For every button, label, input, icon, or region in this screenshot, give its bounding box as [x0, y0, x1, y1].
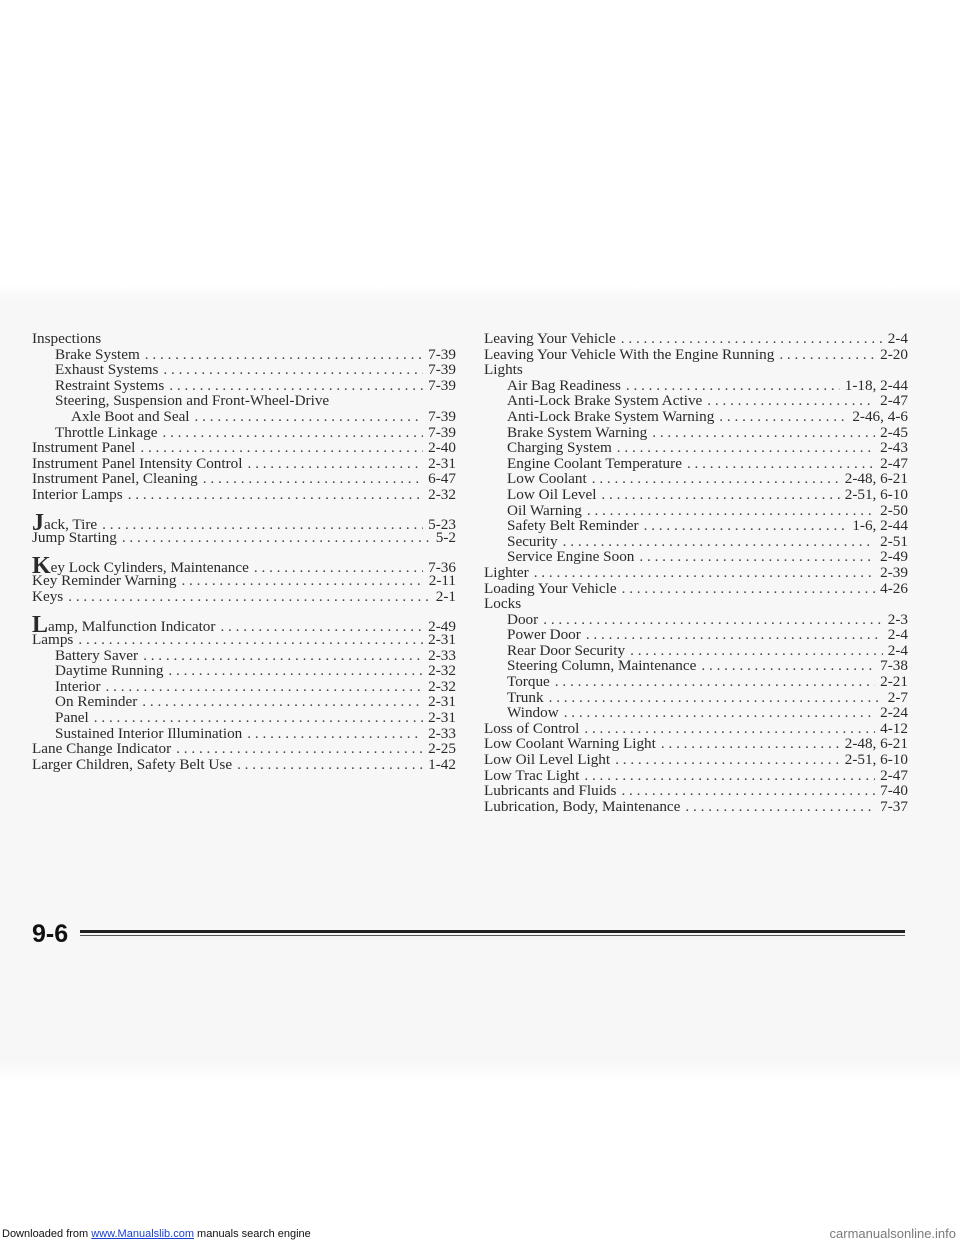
- entry-label: [55, 679, 101, 695]
- entry-label: [507, 425, 647, 441]
- dot-leader: [707, 393, 875, 409]
- footer-rule-thin: [80, 935, 905, 936]
- download-prefix: Downloaded from: [2, 1228, 92, 1240]
- entry-label: [484, 331, 616, 347]
- index-entry: [32, 589, 456, 605]
- entry-label-text: Oil Warning: [507, 501, 582, 519]
- dot-leader: [247, 726, 423, 742]
- entry-label: [32, 456, 243, 472]
- entry-page-ref: 2-47: [880, 766, 908, 784]
- dot-leader: [163, 362, 423, 378]
- index-entry: [32, 573, 456, 589]
- index-entry: [484, 565, 908, 581]
- entry-label-text: Lubricants and Fluids: [484, 782, 617, 800]
- entry-page-ref: 7-39: [428, 361, 456, 379]
- entry-label: [507, 503, 582, 519]
- entry-page-ref: 2-3: [887, 610, 908, 628]
- entry-page-ref: 2-49: [880, 548, 908, 566]
- entry-page-ref: 2-4: [887, 330, 908, 347]
- index-entry: [484, 736, 908, 752]
- index-entry: [32, 425, 456, 441]
- entry-label: [507, 440, 612, 456]
- entry-label-text: Keys: [32, 587, 64, 605]
- entry-label-text: Lighter: [484, 563, 529, 581]
- entry-label: [507, 690, 544, 706]
- entry-page-ref: 7-39: [428, 423, 456, 441]
- entry-label: [55, 347, 140, 363]
- dot-leader: [617, 440, 875, 456]
- entry-label-text: Loading Your Vehicle: [484, 579, 617, 597]
- entry-page-ref: 2-31: [428, 709, 456, 727]
- entry-label: [507, 409, 714, 425]
- dot-leader: [162, 425, 423, 441]
- index-entry: [484, 549, 908, 565]
- index-entry: [32, 694, 456, 710]
- entry-page-ref: 2-24: [880, 704, 908, 722]
- entry-label: [55, 362, 158, 378]
- dot-leader: [181, 573, 423, 589]
- entry-label: [507, 471, 587, 487]
- entry-label-text: Steering, Suspension and Front-Wheel-Drive: [55, 392, 330, 410]
- index-entry: [484, 690, 908, 706]
- entry-page-ref: 1-6, 2-44: [852, 517, 908, 535]
- entry-label: [71, 409, 190, 425]
- index-entry: [484, 674, 908, 690]
- index-entry: [484, 705, 908, 721]
- entry-label: [484, 347, 774, 363]
- entry-label-text: Low Oil Level: [507, 485, 597, 503]
- dot-leader: [615, 752, 840, 768]
- entry-label-text: Inspections: [32, 330, 102, 347]
- dot-leader: [621, 783, 875, 799]
- entry-label-text: Instrument Panel: [32, 439, 136, 457]
- entry-label: [507, 487, 596, 503]
- index-entry: [484, 627, 908, 643]
- entry-label: [484, 721, 579, 737]
- dot-leader: [586, 627, 883, 643]
- entry-page-ref: 2-32: [428, 485, 456, 503]
- entry-label-text: Axle Boot and Seal: [71, 407, 190, 425]
- entry-page-ref: 2-51, 6-10: [844, 751, 908, 769]
- dot-leader: [685, 799, 875, 815]
- entry-page-ref: 2-48, 6-21: [844, 470, 908, 488]
- dot-leader: [145, 347, 423, 363]
- entry-page-ref: 6-47: [428, 470, 456, 488]
- dot-leader: [549, 690, 883, 706]
- index-entry: [32, 471, 456, 487]
- entry-label: [55, 392, 329, 409]
- dot-leader: [94, 710, 423, 726]
- entry-label: [55, 425, 157, 441]
- index-entry: [484, 612, 908, 628]
- entry-label: [32, 471, 198, 487]
- entry-page-ref: 2-49: [428, 617, 456, 635]
- entry-label: [55, 378, 164, 394]
- index-entry: [484, 768, 908, 784]
- entry-page-ref: 5-2: [435, 529, 456, 547]
- index-column-left: [32, 331, 456, 772]
- dot-leader: [719, 409, 847, 425]
- entry-label: [32, 757, 232, 773]
- entry-page-ref: 1-42: [428, 755, 456, 773]
- entry-page-ref: 2-21: [880, 673, 908, 691]
- index-entry: [32, 710, 456, 726]
- entry-page-ref: 2-51, 6-10: [844, 485, 908, 503]
- dot-leader: [169, 378, 423, 394]
- dot-leader: [587, 503, 875, 519]
- dot-leader: [534, 565, 875, 581]
- index-entry: [32, 611, 456, 638]
- entry-label-text: Instrument Panel, Cleaning: [32, 470, 198, 488]
- entry-page-ref: 1-18, 2-44: [844, 376, 908, 394]
- entry-page-ref: 2-7: [887, 688, 908, 706]
- index-entry: [32, 648, 456, 664]
- entry-label-text: Panel: [55, 709, 89, 727]
- entry-label-text: Rear Door Security: [507, 641, 626, 659]
- index-entry: [32, 487, 456, 503]
- entry-page-ref: 2-50: [880, 501, 908, 519]
- entry-label-text: On Reminder: [55, 693, 138, 711]
- entry-label-text: Lights: [484, 361, 523, 379]
- entry-page-ref: 2-51: [880, 532, 908, 550]
- index-entry: [484, 643, 908, 659]
- entry-label-text: Leaving Your Vehicle: [484, 330, 616, 347]
- entry-label-text: Steering Column, Maintenance: [507, 657, 697, 675]
- page-number: 9-6: [32, 920, 69, 948]
- entry-label: [507, 643, 625, 659]
- entry-page-ref: 2-45: [880, 423, 908, 441]
- download-bar: [0, 1228, 960, 1242]
- index-entry: [484, 799, 908, 815]
- index-entry: [484, 534, 908, 550]
- entry-label-text: ey Lock Cylinders, Maintenance: [50, 558, 249, 576]
- index-entry: [32, 726, 456, 742]
- entry-label: [32, 589, 63, 605]
- entry-page-ref: 7-36: [428, 558, 456, 576]
- entry-page-ref: 2-43: [880, 439, 908, 457]
- entry-page-ref: 2-31: [428, 454, 456, 472]
- entry-label: [55, 663, 163, 679]
- index-entry: [484, 362, 908, 378]
- dot-leader: [592, 471, 840, 487]
- index-entry: [484, 658, 908, 674]
- dot-leader: [195, 409, 424, 425]
- dot-leader: [248, 456, 424, 472]
- entry-label: [32, 741, 171, 757]
- entry-page-ref: 7-39: [428, 376, 456, 394]
- entry-label-text: Trunk: [507, 688, 544, 706]
- index-entry: [32, 530, 456, 546]
- index-entry: [32, 741, 456, 757]
- index-entry: [484, 783, 908, 799]
- entry-label: [484, 595, 521, 612]
- index-entry: [484, 456, 908, 472]
- entry-label-text: Door: [507, 610, 539, 628]
- entry-label: [32, 487, 123, 503]
- index-entry: [484, 518, 908, 534]
- entry-label: [507, 534, 558, 550]
- entry-label-text: Interior: [55, 677, 101, 695]
- index-entry: [484, 487, 908, 503]
- entry-page-ref: 2-4: [887, 641, 908, 659]
- index-entry: [32, 378, 456, 394]
- entry-page-ref: 2-25: [428, 740, 456, 758]
- entry-label-text: Key Reminder Warning: [32, 572, 177, 590]
- entry-page-ref: 7-38: [880, 657, 908, 675]
- index-entry: [32, 509, 456, 536]
- entry-page-ref: 2-48, 6-21: [844, 735, 908, 753]
- dot-leader: [142, 694, 423, 710]
- entry-page-ref: 2-4: [887, 626, 908, 644]
- dot-leader: [584, 721, 875, 737]
- entry-label: [507, 518, 639, 534]
- entry-page-ref: 7-39: [428, 407, 456, 425]
- dot-leader: [128, 487, 423, 503]
- dot-leader: [584, 768, 875, 784]
- dot-leader: [621, 331, 883, 347]
- dot-leader: [563, 534, 876, 550]
- entry-label: [55, 648, 138, 664]
- entry-label-text: Locks: [484, 595, 522, 613]
- dot-leader: [237, 757, 423, 773]
- dot-leader: [140, 440, 423, 456]
- entry-label-text: Low Oil Level Light: [484, 751, 611, 769]
- index-column-right: [484, 331, 908, 814]
- footer-rule: [80, 930, 905, 933]
- entry-page-ref: 2-47: [880, 392, 908, 410]
- entry-label: [484, 361, 523, 378]
- dot-leader: [176, 741, 423, 757]
- entry-label: [55, 694, 137, 710]
- dot-leader: [106, 679, 424, 695]
- entry-page-ref: 2-1: [435, 587, 456, 605]
- index-entry: [32, 663, 456, 679]
- download-suffix: manuals search engine: [193, 1228, 311, 1240]
- dot-leader: [601, 487, 839, 503]
- entry-label-text: Instrument Panel Intensity Control: [32, 454, 243, 472]
- drop-cap-letter: J: [32, 509, 44, 536]
- entry-label-text: Leaving Your Vehicle With the Engine Running: [484, 345, 775, 363]
- entry-label-text: Brake System: [55, 345, 140, 363]
- entry-label-text: Jump Starting: [32, 529, 117, 547]
- dot-leader: [626, 378, 840, 394]
- index-entry: [484, 440, 908, 456]
- entry-label: [32, 530, 117, 546]
- entry-label-text: Low Coolant Warning Light: [484, 735, 656, 753]
- index-entry: [484, 409, 908, 425]
- dot-leader: [143, 648, 423, 664]
- entry-page-ref: 5-23: [428, 515, 456, 533]
- entry-page-ref: 2-20: [880, 345, 908, 363]
- index-entry: [32, 331, 456, 347]
- dot-leader: [622, 581, 876, 597]
- entry-label: [32, 330, 101, 347]
- entry-label: [507, 378, 621, 394]
- entry-label-text: Torque: [507, 673, 550, 691]
- entry-label: [507, 658, 696, 674]
- dot-leader: [630, 643, 883, 659]
- entry-label-text: Anti-Lock Brake System Warning: [507, 407, 715, 425]
- index-entry: [32, 440, 456, 456]
- entry-label-text: Air Bag Readiness: [507, 376, 621, 394]
- entry-label-text: Restraint Systems: [55, 376, 165, 394]
- entry-page-ref: 2-46, 4-6: [852, 407, 908, 425]
- entry-page-ref: 4-12: [880, 719, 908, 737]
- entry-label-text: Anti-Lock Brake System Active: [507, 392, 703, 410]
- entry-label: [55, 726, 242, 742]
- index-entry: [484, 752, 908, 768]
- download-notice: [2, 1228, 311, 1240]
- entry-page-ref: 7-37: [880, 797, 908, 815]
- dot-leader: [652, 425, 875, 441]
- entry-page-ref: 2-47: [880, 454, 908, 472]
- watermark-text: carmanualsonline.info: [829, 1226, 956, 1241]
- entry-label-text: Engine Coolant Temperature: [507, 454, 682, 472]
- entry-label: [484, 581, 617, 597]
- entry-page-ref: 2-11: [428, 572, 456, 590]
- entry-label-text: Loss of Control: [484, 719, 580, 737]
- entry-label-text: Safety Belt Reminder: [507, 517, 639, 535]
- entry-label-text: Power Door: [507, 626, 581, 644]
- entry-page-ref: 2-32: [428, 662, 456, 680]
- index-entry: [32, 679, 456, 695]
- index-entry: [484, 425, 908, 441]
- index-entry: [484, 503, 908, 519]
- index-entry: [32, 757, 456, 773]
- entry-label-text: Charging System: [507, 439, 612, 457]
- entry-label-text: Throttle Linkage: [55, 423, 158, 441]
- dot-leader: [687, 456, 875, 472]
- drop-cap-letter: L: [32, 611, 49, 638]
- dot-leader: [644, 518, 848, 534]
- entry-label: [507, 612, 538, 628]
- entry-page-ref: 2-39: [880, 563, 908, 581]
- index-entry: [484, 471, 908, 487]
- dot-leader: [564, 705, 875, 721]
- entry-label-text: Low Coolant: [507, 470, 587, 488]
- index-entry: [32, 552, 456, 579]
- entry-page-ref: 7-39: [428, 345, 456, 363]
- entry-label: [55, 710, 89, 726]
- index-entry: [484, 393, 908, 409]
- entry-label-text: Exhaust Systems: [55, 361, 159, 379]
- entry-label: [32, 573, 176, 589]
- dot-leader: [78, 632, 423, 648]
- entry-label-text: Daytime Running: [55, 662, 164, 680]
- drop-cap-letter: K: [32, 552, 51, 579]
- entry-label: [484, 565, 529, 581]
- entry-label-text: Brake System Warning: [507, 423, 648, 441]
- entry-label-text: Larger Children, Safety Belt Use: [32, 755, 233, 773]
- dot-leader: [168, 663, 423, 679]
- entry-page-ref: 4-26: [880, 579, 908, 597]
- entry-label-text: Security: [507, 532, 558, 550]
- entry-page-ref: 2-32: [428, 677, 456, 695]
- entry-page-ref: 2-33: [428, 646, 456, 664]
- dot-leader: [203, 471, 423, 487]
- index-entry: [32, 456, 456, 472]
- entry-label-text: Sustained Interior Illumination: [55, 724, 243, 742]
- entry-label-text: Interior Lamps: [32, 485, 123, 503]
- index-entry: [484, 721, 908, 737]
- manualslib-link[interactable]: www.Manualslib.com: [91, 1228, 194, 1240]
- entry-label: [507, 549, 634, 565]
- index-entry: [484, 596, 908, 612]
- index-entry: [32, 393, 456, 409]
- entry-label-text: Window: [507, 704, 559, 722]
- entry-page-ref: 2-33: [428, 724, 456, 742]
- index-entry: [484, 581, 908, 597]
- dot-leader: [543, 612, 883, 628]
- dot-leader: [555, 674, 875, 690]
- index-entry: [484, 378, 908, 394]
- entry-label: [484, 736, 656, 752]
- entry-label-text: Battery Saver: [55, 646, 139, 664]
- entry-label: [507, 674, 550, 690]
- entry-label: [484, 783, 616, 799]
- dot-leader: [779, 347, 875, 363]
- dot-leader: [68, 589, 431, 605]
- entry-label-text: Lane Change Indicator: [32, 740, 172, 758]
- dot-leader: [639, 549, 875, 565]
- entry-label-text: Service Engine Soon: [507, 548, 635, 566]
- entry-page-ref: 2-31: [428, 693, 456, 711]
- entry-label-text: Low Trac Light: [484, 766, 580, 784]
- index-entry: [32, 362, 456, 378]
- index-entry: [484, 347, 908, 363]
- entry-page-ref: 2-31: [428, 631, 456, 649]
- index-entry: [32, 409, 456, 425]
- entry-label: [507, 393, 702, 409]
- index-entry: [32, 632, 456, 648]
- entry-page-ref: 7-40: [880, 782, 908, 800]
- entry-label-text: Lubrication, Body, Maintenance: [484, 797, 681, 815]
- entry-label-text: Lamps: [32, 631, 74, 649]
- entry-label: [507, 705, 559, 721]
- entry-label-text: amp, Malfunction Indicator: [48, 617, 216, 635]
- index-entry: [484, 331, 908, 347]
- index-entry: [32, 347, 456, 363]
- entry-page-ref: 2-40: [428, 439, 456, 457]
- entry-label: [507, 456, 682, 472]
- entry-label-text: ack, Tire: [44, 515, 98, 533]
- entry-label: [507, 627, 581, 643]
- entry-label: [32, 440, 135, 456]
- dot-leader: [701, 658, 875, 674]
- dot-leader: [661, 736, 840, 752]
- entry-label: [484, 752, 610, 768]
- dot-leader: [122, 530, 431, 546]
- entry-label: [484, 768, 579, 784]
- entry-label: [484, 799, 680, 815]
